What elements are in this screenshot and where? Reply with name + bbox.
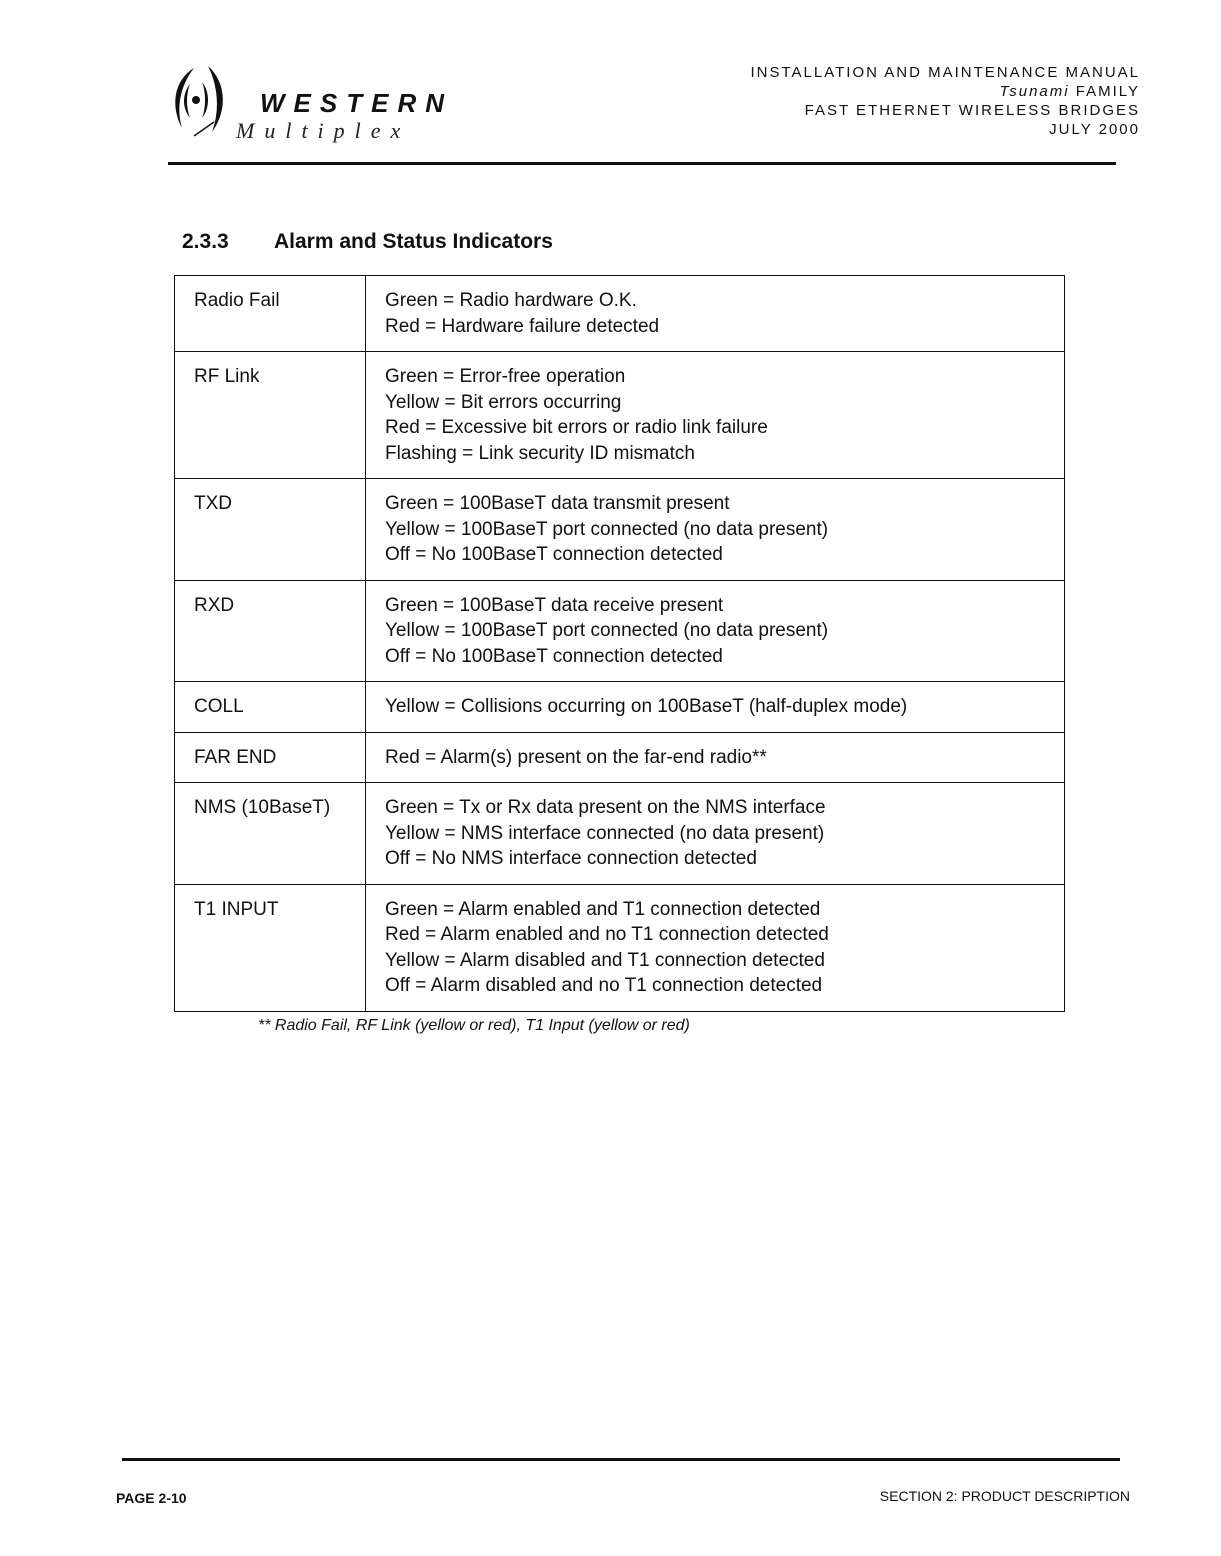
- indicator-state-line: Off = No 100BaseT connection detected: [385, 544, 723, 565]
- indicator-state-line: Yellow = Bit errors occurring: [385, 391, 622, 413]
- logo-swirl-icon: [168, 62, 240, 144]
- indicator-label: FAR END: [175, 732, 366, 783]
- footer-rule: [122, 1458, 1120, 1461]
- indicator-label: RXD: [175, 580, 366, 682]
- table-row: [175, 783, 1065, 885]
- indicator-state-line: Red = Excessive bit errors or radio link failure: [385, 417, 768, 438]
- header-date: JULY 2000: [1049, 121, 1140, 138]
- section-title: Alarm and Status Indicators: [274, 230, 553, 253]
- table-row: [175, 884, 1065, 1011]
- table-footnote: ** Radio Fail, RF Link (yellow or red), T1 Input (yellow or red): [258, 1017, 690, 1034]
- indicator-description: [366, 884, 1065, 1011]
- header-family-rest: FAMILY: [1069, 83, 1140, 100]
- header-family-italic: Tsunami: [999, 83, 1070, 100]
- table-row: [175, 352, 1065, 479]
- indicator-state-line: Green = Radio hardware O.K.: [385, 290, 637, 311]
- indicator-state-line: Red = Alarm enabled and no T1 connection detected: [385, 924, 829, 945]
- indicator-state-line: Flashing = Link security ID mismatch: [385, 442, 695, 464]
- indicator-label: COLL: [175, 682, 366, 733]
- indicator-label: NMS (10BaseT): [175, 783, 366, 885]
- header-rule: [168, 162, 1116, 165]
- indicator-state-line: Off = No 100BaseT connection detected: [385, 645, 723, 667]
- indicator-state-line: Yellow = 100BaseT port connected (no data present): [385, 518, 829, 540]
- indicator-state-line: Red = Hardware failure detected: [385, 315, 660, 337]
- indicator-state-line: Off = No NMS interface connection detected: [385, 848, 757, 869]
- indicator-state-line: Yellow = Collisions occurring on 100BaseT (half-duplex mode): [385, 696, 908, 717]
- indicator-label: TXD: [175, 479, 366, 581]
- document-header: [751, 63, 1141, 139]
- indicator-description: [366, 352, 1065, 479]
- table-row: [175, 276, 1065, 352]
- indicator-state-line: Green = Error-free operation: [385, 366, 626, 387]
- logo-word-western: WESTERN: [260, 88, 453, 118]
- indicator-state-line: Green = Alarm enabled and T1 connection detected: [385, 898, 821, 920]
- indicator-label: Radio Fail: [175, 276, 366, 352]
- header-product: FAST ETHERNET WIRELESS BRIDGES: [804, 102, 1140, 119]
- indicator-state-line: Green = 100BaseT data receive present: [385, 594, 724, 616]
- indicator-table-body: [175, 276, 1065, 1012]
- indicator-state-line: Yellow = NMS interface connected (no data present): [385, 822, 825, 844]
- header-manual-title: INSTALLATION AND MAINTENANCE MANUAL: [750, 64, 1140, 81]
- page-number: PAGE 2-10: [116, 1490, 187, 1506]
- section-number: 2.3.3: [182, 230, 229, 253]
- western-multiplex-logo: [168, 62, 458, 144]
- indicator-description: [366, 682, 1065, 733]
- indicator-description: [366, 732, 1065, 783]
- section-heading: [182, 230, 553, 254]
- indicator-state-line: Off = Alarm disabled and no T1 connection detected: [385, 975, 823, 996]
- indicator-label: RF Link: [175, 352, 366, 479]
- indicator-state-line: Green = 100BaseT data transmit present: [385, 493, 730, 514]
- indicator-table: [174, 275, 1065, 1012]
- table-row: [175, 682, 1065, 733]
- indicator-state-line: Yellow = Alarm disabled and T1 connection detected: [385, 949, 825, 971]
- footer-section: SECTION 2: PRODUCT DESCRIPTION: [879, 1488, 1130, 1504]
- indicator-description: [366, 276, 1065, 352]
- indicator-state-line: Red = Alarm(s) present on the far-end radio**: [385, 746, 767, 768]
- table-row: [175, 479, 1065, 581]
- header-family: [751, 82, 1141, 101]
- table-row: [175, 732, 1065, 783]
- indicator-description: [366, 479, 1065, 581]
- indicator-state-line: Green = Tx or Rx data present on the NMS interface: [385, 797, 826, 818]
- indicator-description: [366, 783, 1065, 885]
- table-row: [175, 580, 1065, 682]
- indicator-description: [366, 580, 1065, 682]
- logo-word-multiplex: Multiplex: [236, 118, 411, 143]
- indicator-state-line: Yellow = 100BaseT port connected (no data present): [385, 620, 829, 641]
- indicator-label: T1 INPUT: [175, 884, 366, 1011]
